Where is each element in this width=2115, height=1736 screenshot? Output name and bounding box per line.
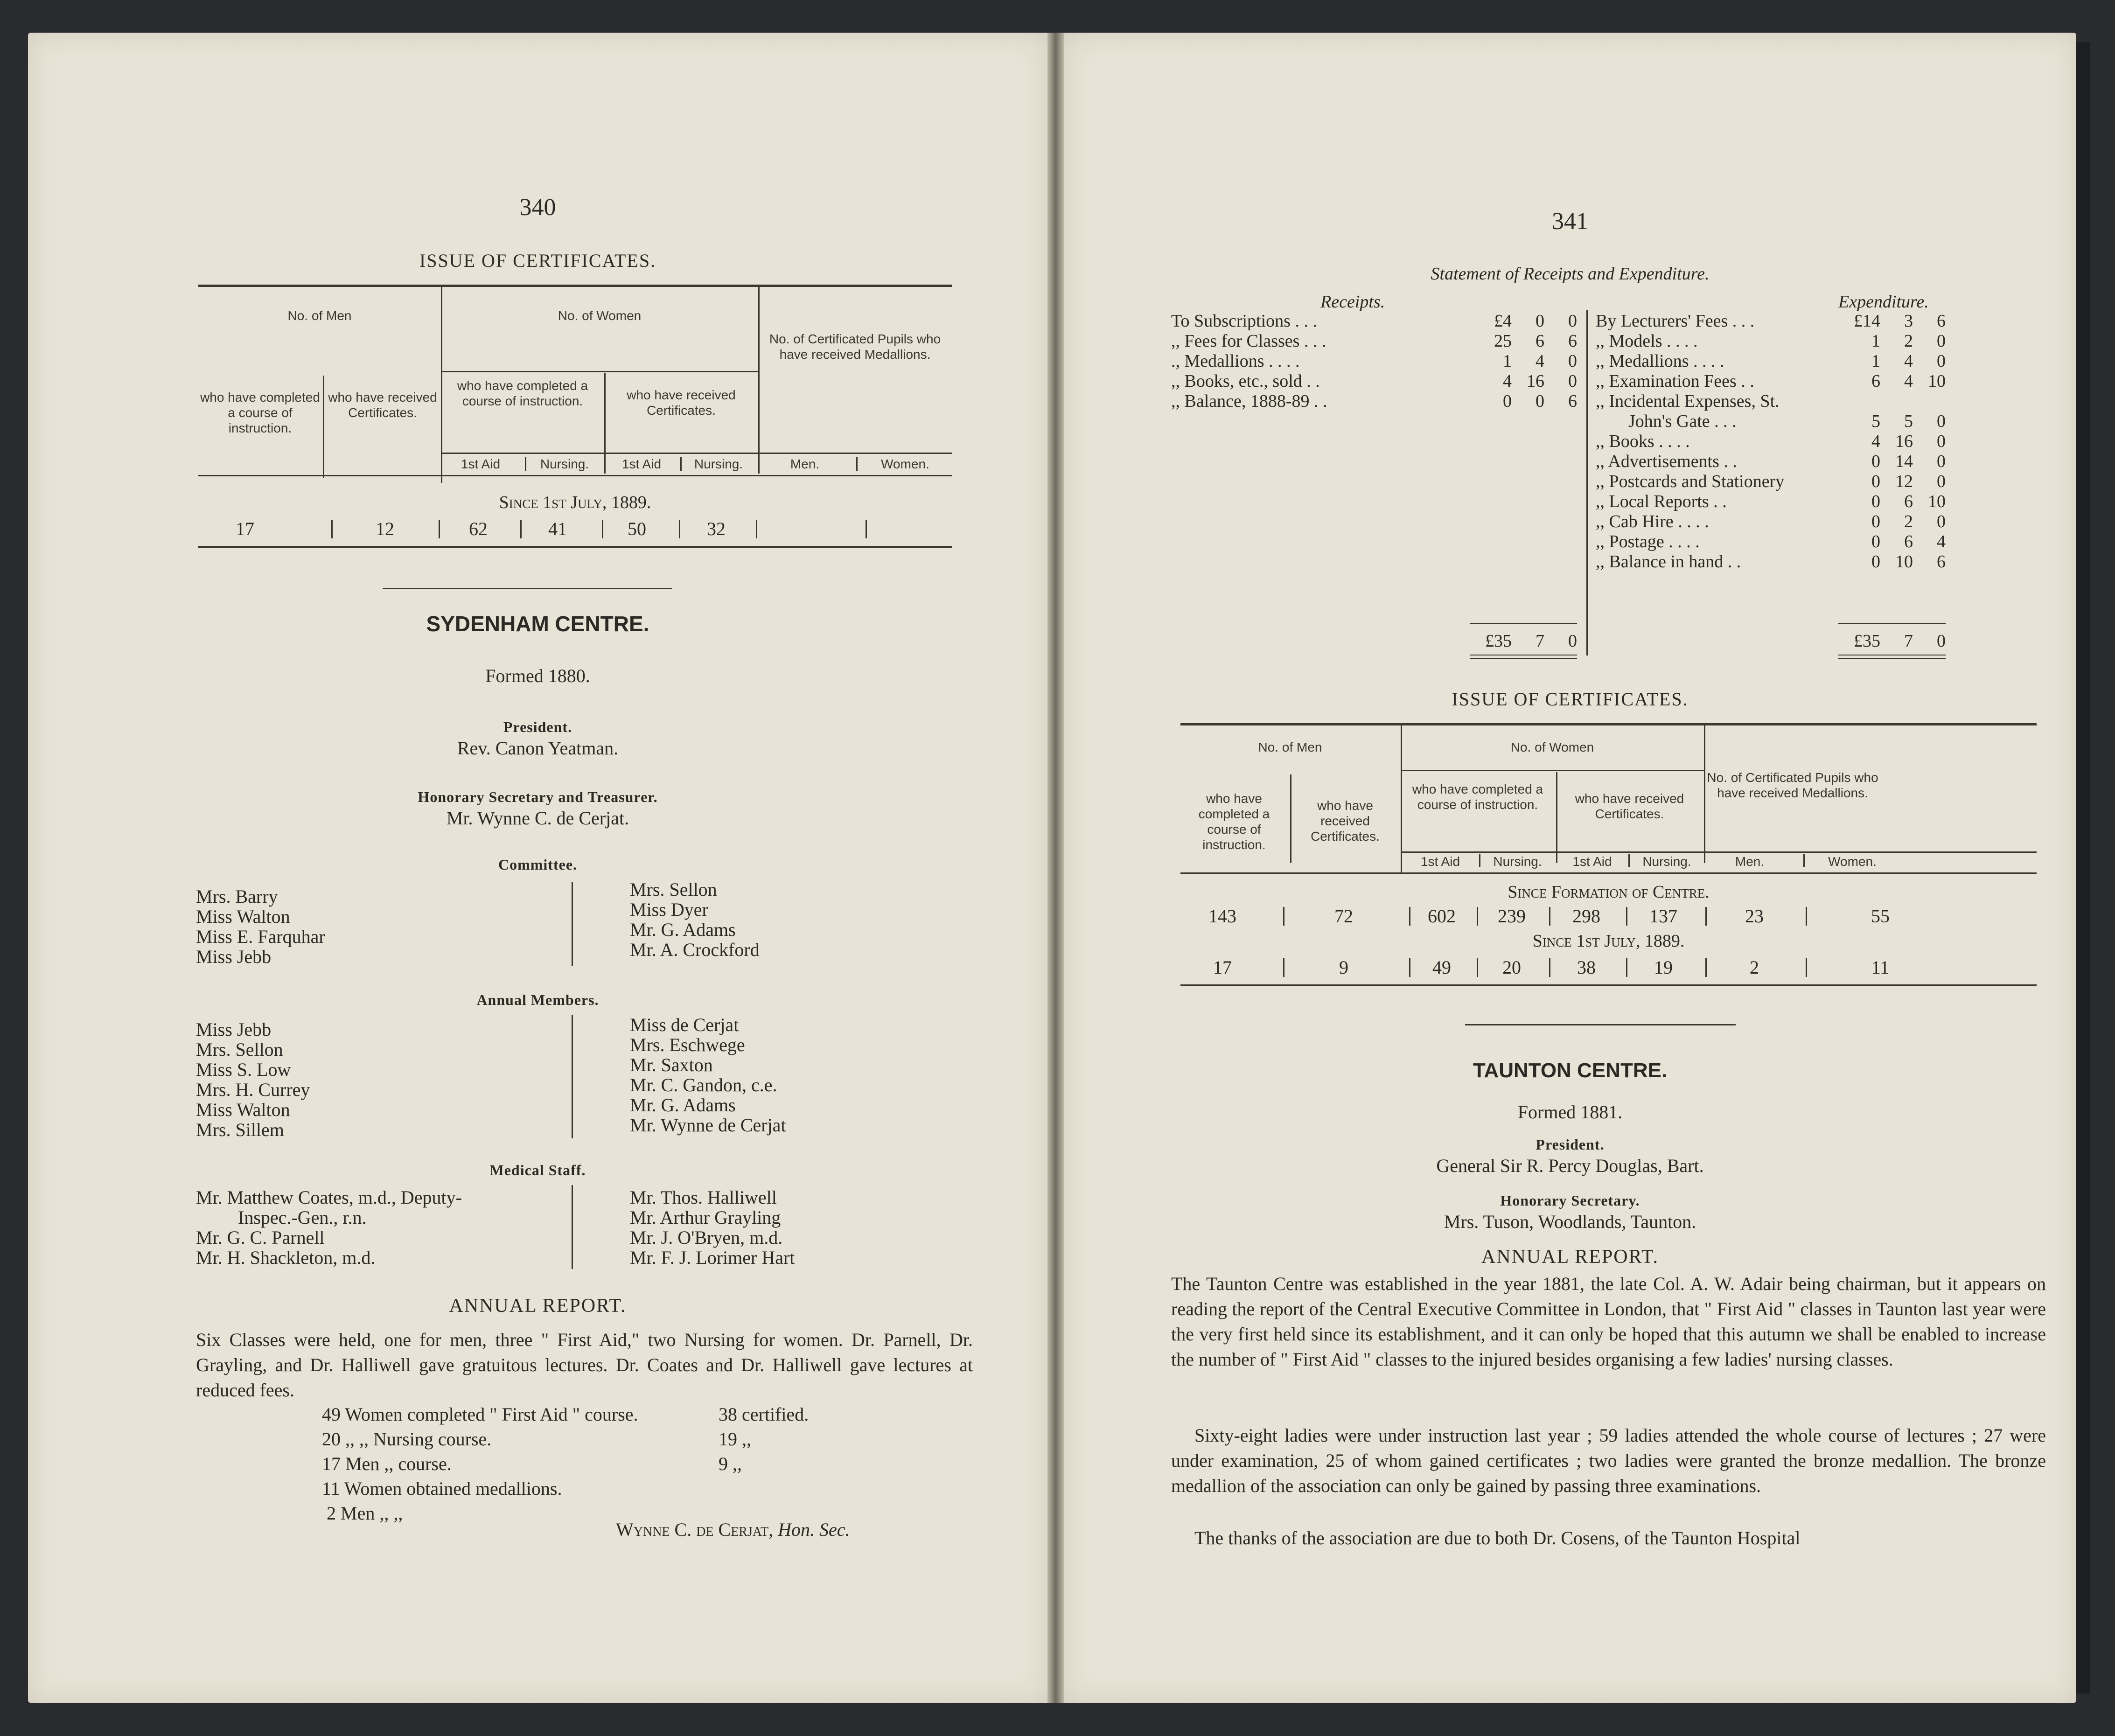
expenditure-label: John's Gate . . . — [1628, 411, 1737, 431]
receipt-pounds: 0 — [1503, 391, 1512, 411]
expenditure-row — [1596, 452, 2062, 472]
receipt-label: ,, Books, etc., sold . . — [1171, 371, 1320, 391]
committee-label: Committee. — [498, 856, 578, 873]
receipts-total — [1171, 631, 1586, 651]
stats-row: 11 Women obtained medallions. — [322, 1478, 562, 1499]
header-nursing: Nursing. — [1493, 854, 1542, 869]
total-pounds: £35 — [1485, 631, 1512, 651]
receipt-shillings: 4 — [1536, 351, 1544, 371]
statement-title: Statement of Receipts and Expenditure. — [1431, 264, 1710, 284]
header-first-aid-2: 1st Aid — [621, 457, 662, 471]
signature — [616, 1519, 850, 1541]
expenditure-shillings: 4 — [1904, 351, 1913, 371]
expenditure-pence: 4 — [1937, 532, 1946, 551]
expenditure-row — [1596, 512, 2062, 532]
since-formation-label: Since Formation of Centre. — [1508, 882, 1710, 902]
expenditure-pence: 0 — [1937, 472, 1946, 491]
header-nursing: Nursing. — [540, 457, 589, 471]
receipt-row — [1171, 371, 1586, 391]
stats-list — [322, 1402, 638, 1526]
header-women: No. of Women — [1510, 740, 1594, 754]
expenditure-pence: 0 — [1937, 351, 1946, 371]
centre-title: TAUNTON CENTRE. — [1473, 1059, 1668, 1082]
list-item: Miss E. Farquhar — [196, 926, 325, 947]
expenditure-table — [1596, 311, 2062, 572]
expenditure-label: ,, Balance in hand . . — [1596, 552, 1741, 572]
expenditure-pence: 0 — [1937, 331, 1946, 351]
account-divider — [1586, 310, 1588, 655]
expenditure-row — [1596, 532, 2062, 552]
list-item: Mrs. Eschwege — [630, 1034, 745, 1055]
president-label: President. — [503, 718, 572, 735]
receipts-label: Receipts. — [1320, 292, 1385, 312]
cell-first-aid: 62 — [469, 518, 488, 539]
receipt-pence: 0 — [1568, 311, 1577, 331]
cell-nursing-2: 32 — [707, 518, 726, 539]
stats-row: 2 Men ,, ,, — [327, 1503, 403, 1524]
table-row — [198, 518, 952, 541]
cell-value: 2 — [1750, 957, 1759, 978]
header-nursing-2: Nursing. — [694, 457, 743, 471]
expenditure-pounds: 0 — [1871, 472, 1880, 491]
header-women-2: Women. — [1828, 854, 1877, 869]
cell-value: 602 — [1428, 906, 1456, 927]
expenditure-label: Expenditure. — [1838, 292, 1929, 312]
page-number: 340 — [519, 194, 556, 221]
cell-value: 17 — [1213, 957, 1232, 978]
expenditure-row — [1596, 492, 2062, 512]
expenditure-row — [1596, 391, 2062, 411]
expenditure-pounds: 1 — [1871, 351, 1880, 371]
expenditure-pence: 0 — [1937, 452, 1946, 471]
list-item: Mr. H. Shackleton, m.d. — [196, 1247, 376, 1268]
receipt-label: ,, Balance, 1888-89 . . — [1171, 391, 1327, 411]
list-item: Miss Jebb — [196, 946, 272, 967]
list-item: Mr. Saxton — [630, 1054, 713, 1075]
expenditure-pence: 10 — [1928, 492, 1946, 511]
expenditure-label: ,, Postage . . . . — [1596, 532, 1700, 551]
divider — [383, 588, 672, 589]
receipt-pounds: 25 — [1494, 331, 1512, 351]
secretary-name: Mr. Wynne C. de Cerjat. — [446, 808, 629, 829]
members-list-right — [630, 1015, 786, 1135]
expenditure-label: ,, Postcards and Stationery — [1596, 472, 1785, 491]
receipt-shillings: 16 — [1527, 371, 1544, 391]
expenditure-pounds: 4 — [1871, 432, 1880, 451]
header-first-aid: 1st Aid — [461, 457, 501, 471]
header-received: who have received Certificates. — [328, 390, 437, 420]
receipt-shillings: 0 — [1536, 311, 1544, 331]
header-men-2: Men. — [1735, 854, 1765, 869]
expenditure-pounds: 0 — [1871, 492, 1880, 511]
expenditure-shillings: 10 — [1895, 552, 1913, 572]
table-row — [1180, 956, 2037, 980]
since-july-label: Since 1st July, 1889. — [1532, 931, 1685, 951]
column-divider — [572, 1015, 573, 1138]
total-underline — [1838, 658, 1946, 659]
expenditure-pence: 0 — [1937, 432, 1946, 451]
stats-list-right — [719, 1402, 809, 1476]
expenditure-pounds: £14 — [1854, 311, 1880, 331]
receipt-row — [1171, 391, 1586, 411]
total-underline — [1470, 658, 1577, 659]
header-medallions: No. of Certificated Pupils who have received Medallions. — [769, 332, 941, 362]
cell-men-completed: 17 — [236, 518, 254, 539]
cell-value: 23 — [1745, 906, 1764, 927]
list-item: Inspec.-Gen., r.n. — [238, 1207, 367, 1228]
list-item: Mrs. H. Currey — [196, 1079, 310, 1100]
stats-row: 20 ,, ,, Nursing course. — [322, 1429, 492, 1450]
medical-list-left — [196, 1187, 462, 1268]
stats-value: 9 ,, — [719, 1453, 742, 1474]
list-item: Mr. Wynne de Cerjat — [630, 1115, 786, 1136]
expenditure-row — [1596, 552, 2062, 572]
column-divider — [572, 882, 573, 966]
cell-first-aid-2: 50 — [628, 518, 646, 539]
page-number: 341 — [1552, 208, 1588, 235]
cell-men-received: 12 — [376, 518, 394, 539]
stats-row: 49 Women completed " First Aid " course. — [322, 1404, 638, 1425]
header-women: No. of Women — [558, 308, 642, 323]
list-item: Mr. G. Adams — [630, 919, 736, 940]
expenditure-pence: 6 — [1937, 311, 1946, 331]
expenditure-row — [1596, 472, 2062, 492]
expenditure-row — [1596, 432, 2062, 452]
expenditure-label: ,, Incidental Expenses, St. — [1596, 391, 1780, 411]
list-item: Miss Walton — [196, 906, 290, 927]
expenditure-row — [1596, 331, 2062, 351]
header-men-2: Men. — [790, 457, 820, 471]
header-received: who have received Certificates. — [1311, 798, 1380, 844]
expenditure-pence: 10 — [1928, 371, 1946, 391]
table-row — [1180, 905, 2037, 928]
annual-members-label: Annual Members. — [476, 991, 599, 1008]
expenditure-row — [1596, 351, 2062, 371]
expenditure-shillings: 2 — [1904, 331, 1913, 351]
centre-title: SYDENHAM CENTRE. — [426, 612, 649, 636]
header-women-2: Women. — [881, 457, 929, 471]
header-men: No. of Men — [287, 308, 352, 323]
expenditure-shillings: 16 — [1895, 432, 1913, 451]
issue-title: ISSUE OF CERTIFICATES. — [1452, 689, 1689, 710]
cell-value: 72 — [1334, 906, 1353, 927]
expenditure-shillings: 2 — [1904, 512, 1913, 531]
signature-name: Wynne C. de Cerjat, — [616, 1519, 774, 1540]
list-item: Mr. Matthew Coates, m.d., Deputy- — [196, 1187, 462, 1208]
expenditure-label: ,, Cab Hire . . . . — [1596, 512, 1709, 531]
report-paragraph: Six Classes were held, one for men, three " First Aid," two Nursing for women. Dr. Parnell, Dr. Grayling, and Dr. Halliwell gave gratuitous lectures. Dr. Coates and Dr. Halliwell gave lectures at reduced fees. — [196, 1329, 973, 1401]
report-paragraph: The thanks of the association are due to both Dr. Cosens, of the Taunton Hospital — [1194, 1527, 1801, 1548]
expenditure-row — [1596, 311, 2062, 331]
expenditure-shillings: 5 — [1904, 411, 1913, 431]
expenditure-shillings: 4 — [1904, 371, 1913, 391]
expenditure-pence: 0 — [1937, 512, 1946, 531]
total-pence: 0 — [1568, 631, 1577, 651]
receipts-table — [1171, 311, 1586, 411]
list-item: Mr. J. O'Bryen, m.d. — [630, 1227, 783, 1248]
expenditure-shillings: 6 — [1904, 532, 1913, 551]
expenditure-label: ,, Examination Fees . . — [1596, 371, 1754, 391]
page-edge — [2076, 42, 2090, 1694]
receipt-shillings: 6 — [1536, 331, 1544, 351]
header-completed: who have completed a course of instruction. — [1198, 791, 1270, 852]
committee-list-right — [630, 879, 760, 960]
list-item: Mrs. Sillem — [196, 1119, 284, 1140]
receipt-label: To Subscriptions . . . — [1171, 311, 1317, 331]
expenditure-pounds: 0 — [1871, 532, 1880, 551]
cell-value: 19 — [1654, 957, 1673, 978]
list-item: Mr. F. J. Lorimer Hart — [630, 1247, 795, 1268]
cell-value: 9 — [1339, 957, 1348, 978]
list-item: Miss Jebb — [196, 1019, 272, 1040]
receipt-total-row — [1171, 631, 1586, 651]
header-men: No. of Men — [1258, 740, 1322, 754]
expenditure-pounds: 0 — [1871, 452, 1880, 471]
receipt-pence: 0 — [1568, 371, 1577, 391]
total-shillings: 7 — [1536, 631, 1544, 651]
medical-label: Medical Staff. — [489, 1162, 586, 1178]
annual-report-label: ANNUAL REPORT. — [449, 1295, 627, 1317]
expenditure-pounds: 1 — [1871, 331, 1880, 351]
formed-year: Formed 1880. — [485, 665, 590, 686]
secretary-label: Honorary Secretary and Treasurer. — [418, 788, 658, 805]
book-gutter — [1047, 33, 1064, 1703]
header-w-received: who have received Certificates. — [627, 388, 736, 418]
expenditure-shillings: 6 — [1904, 492, 1913, 511]
header-completed: who have completed a course of instruction. — [200, 390, 320, 435]
header-first-aid: 1st Aid — [1420, 854, 1460, 869]
divider — [1465, 1024, 1736, 1025]
list-item: Mr. Thos. Halliwell — [630, 1187, 777, 1208]
expenditure-shillings: 14 — [1895, 452, 1913, 471]
formed-year: Formed 1881. — [1517, 1102, 1623, 1122]
list-item: Mr. G. Adams — [630, 1095, 736, 1116]
expenditure-total-rule — [1838, 623, 1946, 624]
list-item: Mr. G. C. Parnell — [196, 1227, 325, 1248]
expenditure-pounds: 6 — [1871, 371, 1880, 391]
list-item: Miss Walton — [196, 1099, 290, 1120]
stats-value: 19 ,, — [719, 1429, 751, 1450]
cell-value: 137 — [1649, 906, 1677, 927]
header-w-completed: who have completed a course of instruction. — [1412, 782, 1543, 812]
since-label: Since 1st July, 1889. — [499, 493, 651, 512]
total-shillings: 7 — [1904, 631, 1913, 651]
expenditure-pence: 6 — [1937, 552, 1946, 572]
header-nursing-2: Nursing. — [1642, 854, 1691, 869]
list-item: Mr. Arthur Grayling — [630, 1207, 781, 1228]
cell-value: 11 — [1871, 957, 1890, 978]
cell-value: 143 — [1208, 906, 1236, 927]
receipt-row — [1171, 351, 1586, 371]
list-item: Mrs. Sellon — [630, 879, 717, 900]
header-w-completed: who have completed a course of instruction. — [457, 378, 588, 408]
medical-list-right — [630, 1187, 795, 1268]
report-paragraph: The Taunton Centre was established in the year 1881, the late Col. A. W. Adair being chairman, but it appears on reading the report of the Central Executive Committee in London, that " First Aid " classes in Taunton last year were the very first held since its establishment, and it can only be hoped that this autumn we shall be enabled to increase the number of " First Aid " classes to the injured besides organising a few ladies' nursing classes. — [1171, 1273, 2046, 1370]
list-item: Mrs. Sellon — [196, 1039, 283, 1060]
cell-nursing: 41 — [548, 518, 567, 539]
receipt-label: ., Medallions . . . . — [1171, 351, 1300, 371]
expenditure-total — [1596, 631, 2062, 651]
secretary-label: Honorary Secretary. — [1500, 1192, 1640, 1209]
expenditure-row — [1596, 371, 2062, 391]
expenditure-label: ,, Local Reports . . — [1596, 492, 1727, 511]
expenditure-shillings: 3 — [1904, 311, 1913, 331]
header-w-received: who have received Certificates. — [1575, 791, 1684, 821]
committee-list-left — [196, 886, 325, 967]
annual-report-label: ANNUAL REPORT. — [1481, 1246, 1659, 1268]
header-first-aid-2: 1st Aid — [1572, 854, 1612, 869]
president-name: Rev. Canon Yeatman. — [457, 738, 619, 759]
report-paragraph: Sixty-eight ladies were under instruction last year ; 59 ladies attended the whole course of lectures ; 27 were under examination, 25 of whom gained certificates ; two ladies were granted the bronze medallion. The bronze medallion of the association can only be gained by passing three examinations. — [1171, 1425, 2046, 1496]
stats-row: 17 Men ,, course. — [322, 1453, 452, 1474]
receipt-pence: 6 — [1568, 331, 1577, 351]
president-name: General Sir R. Percy Douglas, Bart. — [1436, 1155, 1704, 1176]
expenditure-label: ,, Models . . . . — [1596, 331, 1698, 351]
column-divider — [572, 1185, 573, 1269]
header-medallions: No. of Certificated Pupils who have received Medallions. — [1707, 770, 1878, 800]
expenditure-label: By Lecturers' Fees . . . — [1596, 311, 1755, 331]
members-list-left — [196, 1019, 310, 1140]
receipt-pounds: £4 — [1494, 311, 1512, 331]
cell-value: 239 — [1498, 906, 1526, 927]
list-item: Miss de Cerjat — [630, 1014, 739, 1035]
cell-value: 49 — [1432, 957, 1451, 978]
total-pence: 0 — [1937, 631, 1946, 651]
expenditure-label: ,, Medallions . . . . — [1596, 351, 1724, 371]
cell-value: 20 — [1502, 957, 1521, 978]
right-page — [1064, 33, 2076, 1703]
list-item: Miss S. Low — [196, 1059, 291, 1080]
cell-value: 38 — [1577, 957, 1596, 978]
cell-value: 298 — [1572, 906, 1600, 927]
list-item: Mrs. Barry — [196, 886, 278, 907]
expenditure-row — [1596, 411, 2062, 432]
receipt-row — [1171, 311, 1586, 331]
issue-title: ISSUE OF CERTIFICATES. — [419, 250, 656, 271]
list-item: Mr. C. Gandon, c.e. — [630, 1074, 777, 1095]
receipt-pence: 0 — [1568, 351, 1577, 371]
expenditure-total-row — [1596, 631, 2062, 651]
cell-value: 55 — [1871, 906, 1890, 927]
receipts-total-rule — [1470, 623, 1577, 624]
receipt-pounds: 1 — [1503, 351, 1512, 371]
list-item: Miss Dyer — [630, 899, 708, 920]
expenditure-label: ,, Books . . . . — [1596, 432, 1690, 451]
stats-value: 38 certified. — [719, 1404, 809, 1425]
signature-role: Hon. Sec. — [778, 1519, 850, 1540]
receipt-row — [1171, 331, 1586, 351]
list-item: Mr. A. Crockford — [630, 939, 760, 960]
total-pounds: £35 — [1854, 631, 1880, 651]
expenditure-label: ,, Advertisements . . — [1596, 452, 1737, 471]
expenditure-shillings: 12 — [1895, 472, 1913, 491]
receipt-pounds: 4 — [1503, 371, 1512, 391]
receipt-pence: 6 — [1568, 391, 1577, 411]
left-page — [28, 33, 1047, 1703]
receipt-shillings: 0 — [1536, 391, 1544, 411]
expenditure-pence: 0 — [1937, 411, 1946, 431]
expenditure-pounds: 0 — [1871, 552, 1880, 572]
expenditure-pounds: 0 — [1871, 512, 1880, 531]
secretary-name: Mrs. Tuson, Woodlands, Taunton. — [1444, 1211, 1696, 1232]
receipt-label: ,, Fees for Classes . . . — [1171, 331, 1326, 351]
expenditure-pounds: 5 — [1871, 411, 1880, 431]
president-label: President. — [1536, 1136, 1605, 1153]
